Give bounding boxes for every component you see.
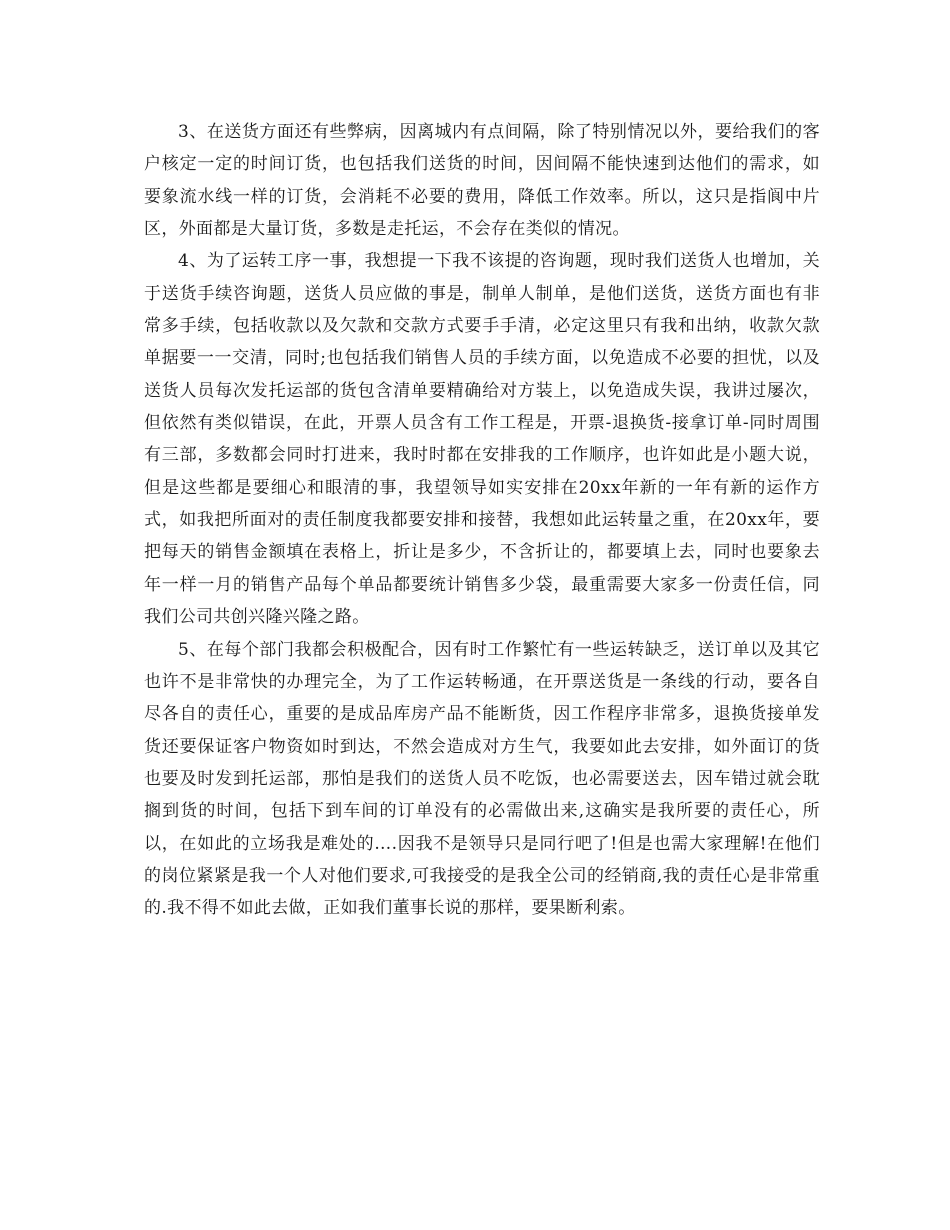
paragraph-item-3: 3、在送货方面还有些弊病，因离城内有点间隔，除了特别情况以外，要给我们的客户核定一定的时间订货，也包括我们送货的时间，因间隔不能快速到达他们的需求，如要象流水线一样的订货，会消耗不必要的费用，降低工作效率。所以，这只是指阆中片区，外面都是大量订货，多数是走托运，不会存在类似的情况。 — [144, 122, 820, 240]
paragraph-item-5: 5、在每个部门我都会积极配合，因有时工作繁忙有一些运转缺乏，送订单以及其它也许不是非常快的办理完全，为了工作运转畅通，在开票送货是一条线的行动，要各自尽各自的责任心，重要的是成品库房产品不能断货，因工作程序非常多，退换货接单发货还要保证客户物资如时到达，不然会造成对方生气，我要如此去安排，如外面订的货也要及时发到托运部，那怕是我们的送货人员不吃饭，也必需要送去，因车错过就会耽搁到货的时间，包括下到车间的订单没有的必需做出来,这确实是我所要的责任心，所以，在如此的立场我是难处的….因我不是领导只是同行吧了!但是也需大家理解!在他们的岗位紧紧是我一个人对他们要求,可我接受的是我全公司的经销商,我的责任心是非常重的.我不得不如此去做，正如我们董事长说的那样，要果断利索。 — [144, 639, 820, 919]
document-body — [144, 116, 820, 925]
paragraph-item-4: 4、为了运转工序一事，我想提一下我不该提的咨询题，现时我们送货人也增加，关于送货手续咨询题，送货人员应做的事是，制单人制单，是他们送货，送货方面也有非常多手续，包括收款以及欠款和交款方式要手手清，必定这里只有我和出纳，收款欠款单据要一一交清，同时;也包括我们销售人员的手续方面，以免造成不必要的担忧，以及送货人员每次发托运部的货包含清单要精确给对方装上，以免造成失误，我讲过屡次，但依然有类似错误，在此，开票人员含有工作工程是，开票-退换货-接拿订单-同时周围有三部，多数都会同时打进来，我时时都在安排我的工作顺序，也许如此是小题大说，但是这些都是要细心和眼清的事，我望领导如实安排在20xx年新的一年有新的运作方式，如我把所面对的责任制度我都要安排和接替，我想如此运转量之重，在20xx年，要把每天的销售金额填在表格上，折让是多少，不含折让的，都要填上去，同时也要象去年一样一月的销售产品每个单品都要统计销售多少袋，最重需要大家多一份责任信，同我们公司共创兴隆兴隆之路。 — [144, 251, 820, 628]
